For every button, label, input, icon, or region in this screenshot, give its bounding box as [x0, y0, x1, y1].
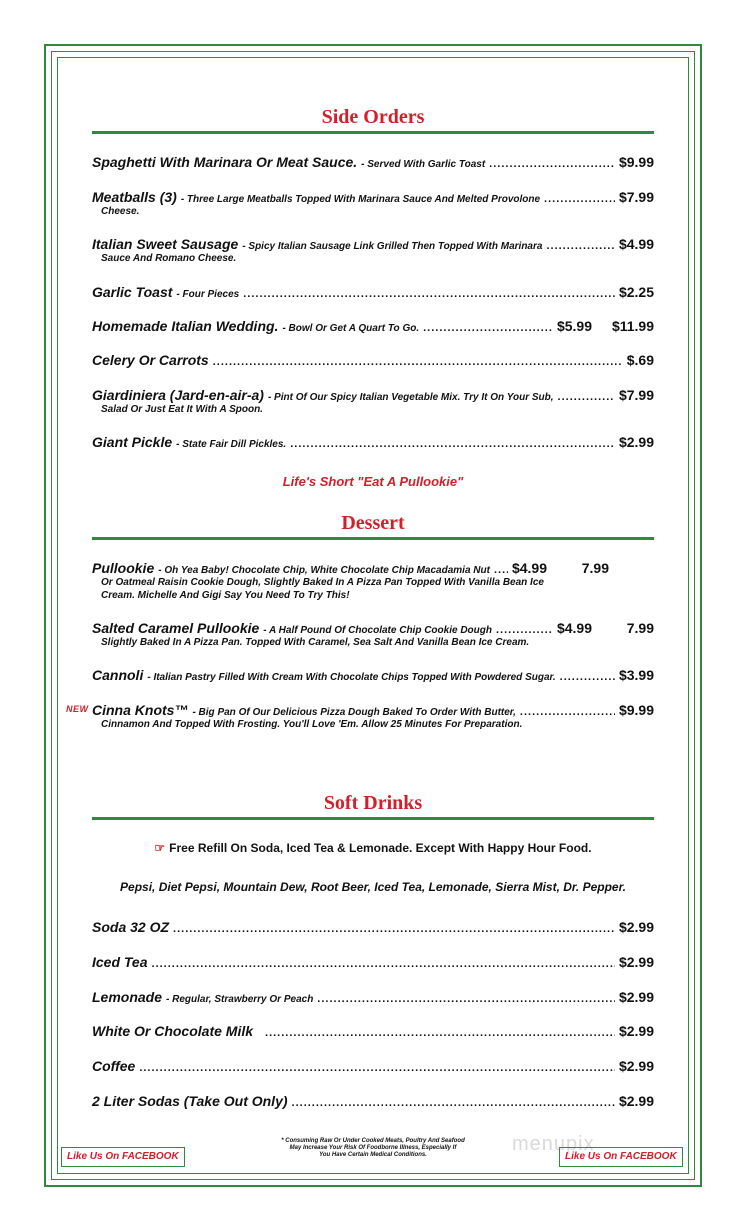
menu-item-soda — [92, 919, 654, 935]
item-price: $2.99 — [618, 1093, 654, 1109]
item-desc-cont: Salad Or Just Eat It With A Spoon. — [101, 404, 263, 415]
soft-drinks-rule — [92, 817, 654, 820]
menu-item-meatballs — [92, 189, 654, 218]
item-name: Iced Tea — [92, 954, 148, 970]
menu-item-sausage — [92, 236, 654, 265]
leader-dots — [496, 624, 553, 636]
disclaimer-line: You Have Certain Medical Conditions. — [319, 1152, 427, 1158]
item-name: Lemonade — [92, 989, 163, 1005]
item-desc: - A Half Pound Of Chocolate Chip Cookie Dough — [263, 625, 492, 636]
leader-dots — [544, 193, 615, 205]
item-desc: - State Fair Dill Pickles. — [176, 439, 287, 450]
disclaimer-line: May Increase Your Risk Of Foodborne Illness, Especially If — [289, 1145, 457, 1151]
item-name: Cannoli — [92, 667, 144, 683]
leader-dots — [494, 564, 508, 576]
disclaimer-line: * Consuming Raw Or Under Cooked Meats, Poultry And Seafood — [281, 1138, 465, 1144]
item-name: Pullookie — [92, 560, 155, 576]
item-desc-cont: Or Oatmeal Raisin Cookie Dough, Slightly Baked In A Pizza Pan Topped With Vanilla Bean Ice — [101, 577, 544, 588]
leader-dots — [213, 356, 623, 368]
item-price: $4.99 — [511, 560, 547, 576]
item-name: Meatballs (3) — [92, 189, 177, 205]
item-desc-cont: Cinnamon And Topped With Frosting. You'll Love 'Em. Allow 25 Minutes For Preparation. — [101, 719, 523, 730]
item-price: $7.99 — [618, 387, 654, 403]
leader-dots — [290, 438, 615, 450]
item-desc: - Oh Yea Baby! Chocolate Chip, White Chocolate Chip Macadamia Nut — [158, 565, 490, 576]
side-orders-rule — [92, 131, 654, 134]
item-price: $4.99 — [618, 236, 654, 252]
menu-item-garlic-toast — [92, 284, 654, 300]
flavors-note: Pepsi, Diet Pepsi, Mountain Dew, Root Beer, Iced Tea, Lemonade, Sierra Mist, Dr. Pepper. — [120, 880, 626, 894]
leader-dots — [173, 923, 615, 935]
item-price: $4.99 — [556, 620, 592, 636]
item-price: $9.99 — [618, 154, 654, 170]
item-desc: - Served With Garlic Toast — [361, 159, 486, 170]
item-desc-cont: Sauce And Romano Cheese. — [101, 253, 237, 264]
item-price: $7.99 — [618, 189, 654, 205]
item-name: Giant Pickle — [92, 434, 173, 450]
leader-dots — [139, 1062, 615, 1074]
item-name: Spaghetti With Marinara Or Meat Sauce. — [92, 154, 358, 170]
menu-item-spaghetti — [92, 154, 654, 170]
item-price: $2.99 — [618, 1023, 654, 1039]
item-price: $2.99 — [618, 1058, 654, 1074]
side-orders-title: Side Orders — [321, 106, 425, 128]
leader-dots — [243, 288, 615, 300]
item-price: $5.99 — [556, 318, 592, 334]
leader-dots — [152, 958, 615, 970]
item-name: Cinna Knots™ — [92, 702, 189, 718]
item-desc-cont: Cheese. — [101, 206, 140, 217]
item-name: Coffee — [92, 1058, 136, 1074]
item-price: $2.99 — [618, 434, 654, 450]
leader-dots — [560, 671, 615, 683]
menu-item-celery — [92, 352, 654, 368]
item-price: $2.25 — [618, 284, 654, 300]
item-price: $2.99 — [618, 954, 654, 970]
item-name: Homemade Italian Wedding. — [92, 318, 279, 334]
menu-item-coffee — [92, 1058, 654, 1074]
menu-border-innermost — [57, 57, 689, 1174]
item-desc: - Bowl Or Get A Quart To Go. — [282, 323, 420, 334]
menu-item-pullookie — [92, 560, 654, 602]
menu-item-milk — [92, 1023, 654, 1039]
leader-dots — [292, 1097, 615, 1109]
refill-note — [92, 841, 654, 855]
dessert-title: Dessert — [341, 512, 405, 534]
item-desc: - Spicy Italian Sausage Link Grilled Then Topped With Marinara — [242, 241, 543, 252]
soft-drinks-title: Soft Drinks — [323, 792, 423, 814]
item-price: $2.99 — [618, 989, 654, 1005]
leader-dots — [558, 391, 615, 403]
menu-item-wedding-soup — [92, 318, 654, 334]
refill-note-text: Free Refill On Soda, Iced Tea & Lemonade. Except With Happy Hour Food. — [169, 841, 592, 855]
leader-dots — [423, 322, 553, 334]
item-desc: - Big Pan Of Our Delicious Pizza Dough Baked To Order With Butter, — [192, 707, 516, 718]
menu-item-lemonade — [92, 989, 654, 1005]
menu-item-salted-caramel — [92, 620, 654, 649]
item-price-large: 7.99 — [581, 560, 609, 576]
item-desc: - Four Pieces — [176, 289, 240, 300]
item-price: $2.99 — [618, 919, 654, 935]
item-desc: - Regular, Strawberry Or Peach — [166, 994, 314, 1005]
menu-item-iced-tea — [92, 954, 654, 970]
item-price-large: $11.99 — [611, 318, 654, 334]
item-desc-cont: Slightly Baked In A Pizza Pan. Topped With Caramel, Sea Salt And Vanilla Bean Ice Cream. — [101, 637, 530, 648]
item-price: $.69 — [626, 352, 654, 368]
item-price: $3.99 — [618, 667, 654, 683]
item-price-large: 7.99 — [626, 620, 654, 636]
leader-dots — [265, 1027, 615, 1039]
watermark: menupix — [512, 1133, 595, 1155]
dessert-rule — [92, 537, 654, 540]
menu-item-2-liter — [92, 1093, 654, 1109]
food-safety-disclaimer — [260, 1138, 486, 1159]
item-name: Garlic Toast — [92, 284, 173, 300]
item-name: Celery Or Carrots — [92, 352, 209, 368]
item-name: Salted Caramel Pullookie — [92, 620, 260, 636]
leader-dots — [489, 158, 615, 170]
menu-item-cinna-knots — [92, 702, 654, 731]
leader-dots — [520, 706, 615, 718]
item-desc: - Three Large Meatballs Topped With Marinara Sauce And Melted Provolone — [180, 194, 541, 205]
leader-dots — [317, 993, 615, 1005]
item-desc: - Pint Of Our Spicy Italian Vegetable Mix. Try It On Your Sub, — [267, 392, 554, 403]
leader-dots — [546, 240, 615, 252]
item-name: White Or Chocolate Milk — [92, 1023, 254, 1039]
menu-item-cannoli — [92, 667, 654, 683]
item-name: Italian Sweet Sausage — [92, 236, 239, 252]
item-desc: - Italian Pastry Filled With Cream With Chocolate Chips Topped With Powdered Sugar. — [147, 672, 556, 683]
item-price: $9.99 — [618, 702, 654, 718]
new-badge: NEW — [66, 704, 89, 714]
pointing-hand-icon: ☞ — [154, 841, 166, 855]
menu-item-pickle — [92, 434, 654, 450]
item-name: Soda 32 OZ — [92, 919, 170, 935]
item-name: Giardiniera (Jard-en-air-a) — [92, 387, 264, 403]
menu-item-giardiniera — [92, 387, 654, 416]
tagline: Life's Short "Eat A Pullookie" — [282, 474, 464, 489]
item-desc-cont: Cream. Michelle And Gigi Say You Need To Try This! — [101, 590, 350, 601]
facebook-link-right[interactable]: Like Us On FACEBOOK — [559, 1147, 683, 1167]
item-name: 2 Liter Sodas (Take Out Only) — [92, 1093, 288, 1109]
facebook-link-left[interactable]: Like Us On FACEBOOK — [61, 1147, 185, 1167]
